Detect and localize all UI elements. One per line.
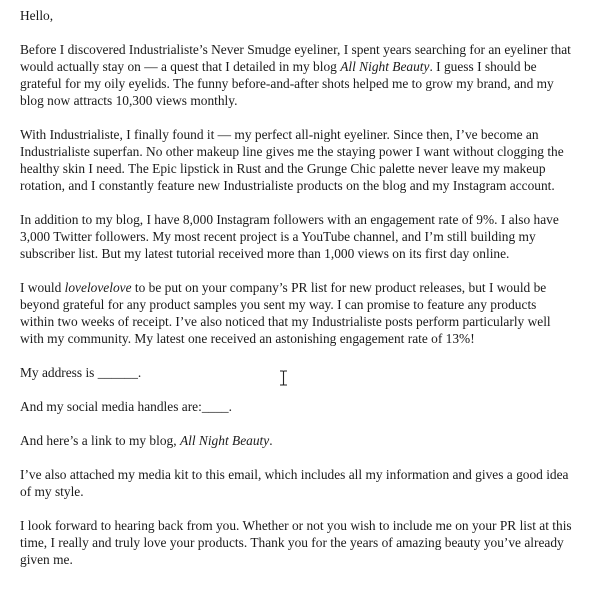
greeting: Hello, bbox=[20, 8, 54, 23]
paragraph-social-stats: In addition to my blog, I have 8,000 Instagram followers with an engagement rate of 9%. I also have 3,000 Twitter followers. My most recent project is a YouTube channel, and I’m still building my subscriber list. But my latest tutorial received more than 1,000 views on its first day online. bbox=[20, 212, 559, 261]
handles-blank[interactable]: ____ bbox=[201, 399, 229, 414]
handles-label: And my social media handles are: bbox=[20, 399, 202, 414]
paragraph-intro-text: Before I discovered Industrialiste’s Never Smudge eyeliner, I spent years searching for an eyeliner that would actually stay on — a quest that I detailed in my blog bbox=[20, 42, 571, 74]
address-period: . bbox=[137, 365, 142, 380]
blog-title-italic: All Night Beauty bbox=[340, 59, 430, 74]
paragraph-address bbox=[20, 364, 572, 381]
blog-link[interactable]: All Night Beauty bbox=[179, 433, 270, 448]
paragraph-intro bbox=[20, 41, 572, 109]
paragraph-pr-text-end: to be put on your company’s PR list for new product releases, but I would be beyond grateful for any product samples you sent my way. I can promise to feature any products within two weeks of receipt. I’ve also noticed that my Industrialiste posts perform particularly well with my community. My latest one received an astonishing engagement rate of 13%! bbox=[20, 280, 551, 346]
paragraph-handles bbox=[20, 398, 572, 415]
text-cursor-icon bbox=[279, 370, 288, 386]
blog-link-label: And here’s a link to my blog, bbox=[20, 433, 180, 448]
blog-link-period: . bbox=[269, 433, 273, 448]
paragraph-pr-request bbox=[20, 279, 572, 347]
paragraph-blog-link bbox=[20, 432, 572, 449]
paragraph-superfan: With Industrialiste, I finally found it — my perfect all-night eyeliner. Since then, I’ve become an Industrialiste superfan. No other makeup line gives me the staying power I want without clogging the healthy skin I need. The Epic lipstick in Rust and the Grunge Chic palette never leave my makeup rotation, and I constantly feature new Industrialiste products on the blog and my Instagram account. bbox=[20, 127, 564, 193]
paragraph-closing: I look forward to hearing back from you. Whether or not you wish to include me on your PR list at this time, I really and truly love your products. Thank you for the years of amazing beauty you’ve already given me. bbox=[20, 518, 572, 567]
paragraph-pr-text: I would bbox=[20, 280, 65, 295]
paragraph-intro-text-end: . I guess I should be grateful for my oily eyelids. The funny before-and-after shots helped me to grow my brand, and my blog now attracts 10,300 views monthly. bbox=[20, 59, 554, 108]
paragraph-media-kit: I’ve also attached my media kit to this email, which includes all my information and gives a good idea of my style. bbox=[20, 467, 569, 499]
address-blank[interactable]: ______ bbox=[97, 365, 138, 380]
handles-period: . bbox=[228, 399, 232, 414]
emphasis-italic: lovelovelove bbox=[64, 280, 132, 295]
email-body[interactable] bbox=[20, 7, 572, 585]
address-label: My address is bbox=[20, 365, 98, 380]
